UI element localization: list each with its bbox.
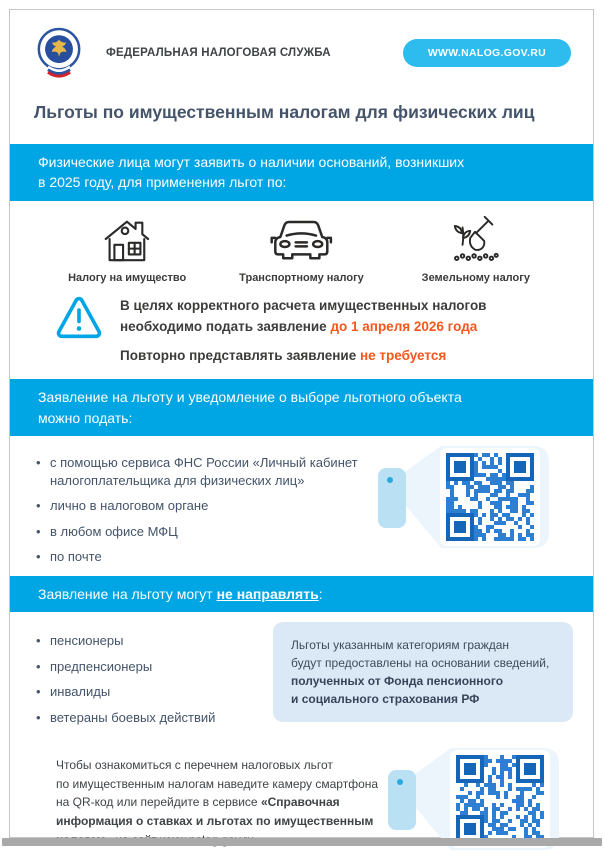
deadline-date: до 1 апреля 2026 года bbox=[330, 318, 478, 334]
warning-line2: необходимо подать заявление до 1 апреля 2026 года bbox=[120, 318, 478, 334]
banner-how-to-submit bbox=[10, 379, 593, 436]
page-title: Льготы по имущественным налогам для физических лиц bbox=[34, 102, 535, 122]
website-button[interactable]: WWW.NALOG.GOV.RU bbox=[403, 39, 571, 67]
camera-dot-icon bbox=[397, 779, 403, 785]
tax-transport-label: Транспортному налогу bbox=[239, 271, 364, 284]
tax-types-row bbox=[10, 201, 593, 284]
banner-eligibility bbox=[10, 144, 593, 201]
list-item: • пенсионеры bbox=[34, 632, 273, 650]
warning-repeat: Повторно представлять заявление не требуется bbox=[120, 348, 447, 364]
tax-land-label: Земельному налогу bbox=[421, 271, 530, 284]
poster-page bbox=[9, 9, 594, 838]
banner-no-application: Заявление на льготу могут не направлять: bbox=[10, 576, 593, 612]
warning-text bbox=[120, 296, 486, 368]
smartphone-icon bbox=[388, 770, 416, 830]
submit-options-section bbox=[10, 436, 593, 574]
footer-note-text: Чтобы ознакомиться с перечнем налоговых льгот по имущественным налогам наведите камеру смартфона на QR-код или перейдите в сервисе «Справочная информация о ставках и льготах по имущественным bbox=[56, 756, 387, 849]
smartphone-icon bbox=[378, 468, 406, 528]
list-item: • по почте bbox=[34, 548, 377, 566]
page-bottom-shadow bbox=[2, 838, 602, 846]
deadline-warning bbox=[56, 296, 569, 368]
submit-options-list bbox=[34, 446, 377, 574]
list-item: • инвалиды bbox=[34, 683, 273, 701]
list-item: • ветераны боевых действий bbox=[34, 709, 273, 727]
tax-land bbox=[389, 213, 563, 284]
tax-property-label: Налогу на имущество bbox=[68, 271, 187, 284]
list-item: • лично в налоговом органе bbox=[34, 497, 377, 515]
list-item: • в любом офисе МФЦ bbox=[34, 523, 377, 541]
qr-code bbox=[456, 755, 544, 843]
tax-transport bbox=[214, 213, 388, 284]
banner-eligibility-line2: в 2025 году, для применения льгот по: bbox=[38, 174, 287, 191]
banner-how-to-submit-line1: Заявление на льготу и уведомление о выборе льготного объекта bbox=[38, 389, 462, 406]
org-name: ФЕДЕРАЛЬНАЯ НАЛОГОВАЯ СЛУЖБА bbox=[106, 47, 331, 59]
not-required-highlight: не требуется bbox=[359, 348, 447, 364]
list-item: • с помощью сервиса ФНС России «Личный кабинет налогоплательщика для физических лиц» bbox=[34, 454, 377, 489]
warning-icon bbox=[56, 296, 102, 338]
list-item: • предпенсионеры bbox=[34, 658, 273, 676]
banner-eligibility-line1: Физические лица могут заявить о наличии оснований, возникших bbox=[38, 154, 465, 170]
info-box: Льготы указанным категориям граждан будут предоставлены на основании сведений, полученных от Фонда пенсионного и социального страхования РФ bbox=[273, 622, 573, 722]
exempt-categories-list bbox=[34, 624, 273, 734]
qr-scan-graphic-services bbox=[377, 438, 567, 556]
camera-dot-icon bbox=[387, 477, 393, 483]
header bbox=[10, 10, 593, 79]
not-send-underline: не направлять bbox=[216, 585, 319, 602]
shovel-icon bbox=[450, 213, 502, 265]
qr-code bbox=[446, 453, 534, 541]
exempt-categories-section bbox=[10, 612, 593, 734]
tax-property bbox=[40, 213, 214, 284]
warning-line1: В целях корректного расчета имущественных налогов bbox=[120, 297, 487, 313]
house-icon bbox=[99, 213, 155, 265]
car-icon bbox=[264, 213, 339, 265]
banner-how-to-submit-line2: можно подать: bbox=[38, 409, 133, 426]
fns-logo bbox=[34, 27, 84, 79]
